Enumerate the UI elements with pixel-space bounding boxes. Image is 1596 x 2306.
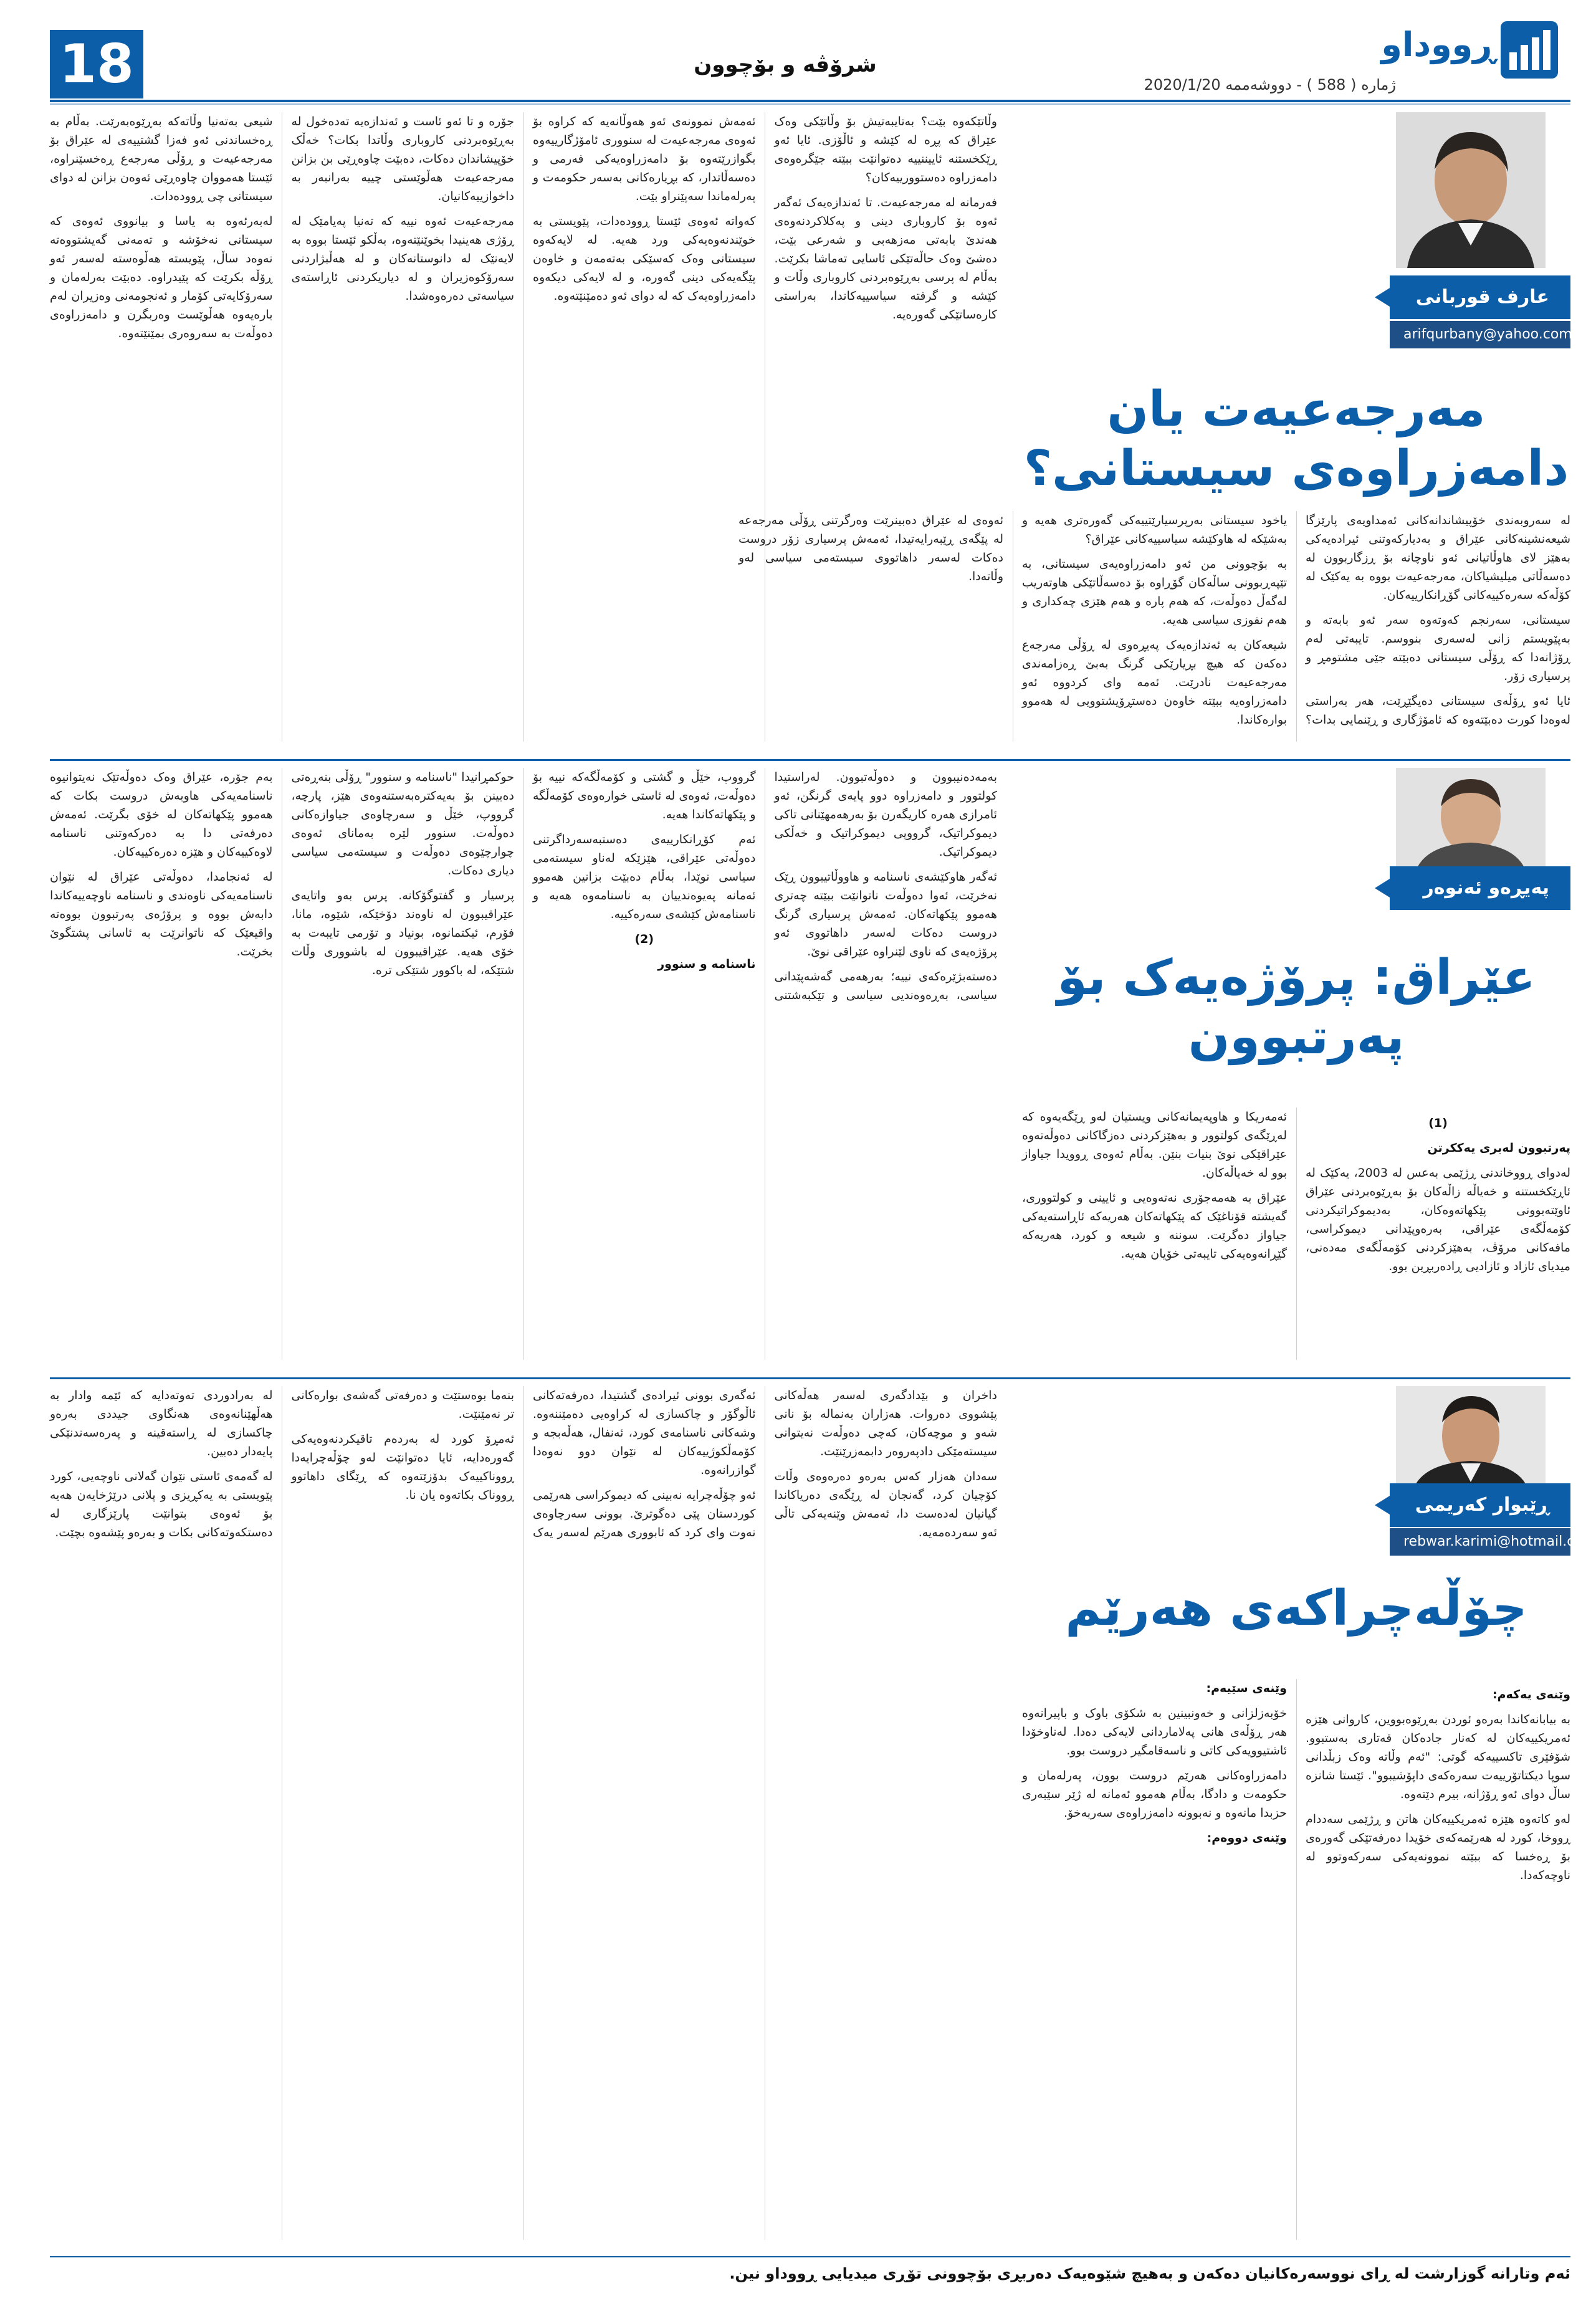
header-rule-thin (50, 103, 1570, 105)
paragraph: وڵاتێکەوە بێت؟ بەتایبەتیش بۆ وڵاتێکی وەک عێراق کە پڕە لە کێشە و ئاڵۆزی. ئایا ئەو ڕێکخستنە ئاییننییە دەتوانێت ببێتە جێگرەوەی دامەزراوە دەستوورییەکان؟ (774, 115, 997, 185)
paragraph: ئەگەری بوونی ئیرادەی گشتیدا، دەرفەتەکانی ئاڵوگۆر و چاکسازی لە کراوەیی دەمێننەوە. وشەکانی ناسنامەی کورد، ئەنفال، هەڵەبجە و کۆمەڵکوژییەکان لە نێوان دوو نەوەدا گوازرانەوە. (533, 1389, 756, 1478)
paragraph: عێراق بە هەمەجۆری نەتەوەیی و ئایینی و کولتووری، گەیشتە قۆناغێک کە پێکهاتەکان هەریەکە ئاڕاستەیەکی جیاواز دەگرێت. سوننە و شیعە و کورد، هەریەکە گێڕانەوەیەکی تایبەتی خۆیان هەیە. (1022, 1191, 1287, 1261)
article-body-main (50, 112, 997, 742)
logo-wordmark: ڕووداو (1381, 25, 1496, 64)
paragraph: لە گەمەی ئاستی نێوان گەلانی ناوچەیی، کورد پێویستی بە یەکڕیزی و پلانی درێژخایەن هەیە بۆ ئەوەی بتوانێت پارێزگاری لە دەستکەوتەکانی بکات و بەرەو پێشەوە بچێت. (50, 1470, 273, 1540)
author-portrait-icon (1396, 1386, 1546, 1492)
article-body-lower (1022, 1108, 1570, 1360)
page-header (0, 0, 1570, 106)
paragraph: سیستانی، سەرنجم کەوتەوە سەر ئەو بابەتە و بەپێویستم زانی لەسەری بنووسم. تایبەتی لەم ڕۆژانەدا کە ڕۆڵی سیستانی دەبێتە جێی مشتومڕ و پرسیاری زۆر. (1306, 613, 1570, 684)
footer-rule (50, 2256, 1570, 2257)
subheading: وێنەی یەکەم: (1492, 1688, 1570, 1701)
author-name-bar (1390, 866, 1570, 910)
name-bar-arrow (1375, 1496, 1390, 1514)
author-name: عارف قوربانی (1415, 286, 1549, 308)
subheading: (1) (1428, 1116, 1448, 1130)
paragraph: ئایا ئەو ڕۆڵەی سیستانی دەیگێڕێت، هەر بەراستی لەوەدا کورت دەبێتەوە کە ئامۆژگاری و ڕێنمایی بدات؟ یاخود سیستانی بەرپرسیارێتییەکی گەورەتری هەیە و بەشێکە لە هاوکێشە سیاسییەکانی عێراق؟ (1022, 514, 1570, 727)
paragraph: بەم جۆرە، عێراق وەک دەوڵەتێک نەیتوانیوە ناسنامەیەکی هاوبەش دروست بکات کە هەموو پێکهاتەکان لە خۆی بگرێت. ئەمەش دەرفەتی دا بە دەرکەوتنی ناسنامە لاوەکییەکان و هێزە دەرەکییەکان. (50, 770, 273, 859)
article-divider (50, 759, 1570, 761)
logo (1381, 21, 1558, 79)
author-photo (1396, 112, 1546, 268)
subheading: (2) (634, 932, 654, 947)
author-name: پەیڕەو ئەنوەر (1423, 877, 1549, 899)
article-divider (50, 1377, 1570, 1379)
paragraph: لە بەرادوردی تەوتەدایە کە ئێمە وادار بە هەڵهێنانەوەی هەنگاوی جیددی بەرەو چاکسازی لە ڕاستەقینە و پەرەسەندنێکی پایەدار دەبین. (50, 1389, 273, 1459)
author-photo (1396, 1386, 1546, 1492)
paragraph: شیعی بەتەنیا وڵاتەکە بەڕێوەبەرێت. بەڵام بە ڕەخساندنی ئەو فەزا گشتییەی لە عێراق بۆ مەرجەعیەت و ڕۆڵی مەرجەع ڕەخسێنراوە، ئێستا هەمووان چاوەڕێی ئەوەن بزانن لە دوای سیستانی چی ڕوودەدات. (50, 115, 273, 204)
subheading: وێنەی سێیەم: (1206, 1682, 1287, 1695)
paragraph: لەدوای ڕووخاندنی ڕژێمی بەعس لە 2003، یەکێک لە ئاڕێکخستنە و خەیاڵە زاڵەکان بۆ بەڕێوەبردنی عێراق ئاوێتەبوونی پێکهاتەوەکان، بەدیموکراتیکردنی کۆمەڵگەی عێراقی، بەرەوپێدانی دیموکراسی، مافەکانی مرۆڤ، بەهێزکردنی کۆمەڵگەی مەدەنی، میدیای ئازاد و ئازادیی ڕادەربڕین بوو. (1306, 1166, 1571, 1274)
article-headline: عێراق: پرۆژەیەک بۆ پەرتبوون (1057, 950, 1536, 1066)
author-email[interactable]: rebwar.karimi@hotmail.com (1390, 1528, 1570, 1556)
paragraph: داخران و بێدادگەری لەسەر هەڵەکانی پێشووی دەروات. هەزاران بەنمالە بۆ نانی شەو و موچەکان، کەچی دەوڵەت نەیتوانی سیستەمێکی دادپەروەر دابمەزرێنێت. (774, 1389, 997, 1459)
paragraph: بە بیابانەکاندا بەرەو ئوردن بەڕێوەبووین، کاروانی هێزە ئەمریکییەکان لە کەنار جادەکان قەتاری بەستبوو. شۆفێری تاکسییەکە گوتی: "ئەم وڵاتە وەک زبڵدانی سوپا دیکتاتۆرییەت سەرەکەی داپۆشیبوو". ئێستا شانزە ساڵ دوای ئەو ڕۆژانە، بیرم دێتەوە. (1306, 1713, 1570, 1802)
article-body-main (50, 768, 997, 1360)
article-body-lower (738, 511, 1570, 742)
paragraph: مەرجەعیەت ئەوە نییە کە تەنیا پەیامێک لە ڕۆژی هەینیدا بخوێنێتەوە، بەڵکو ئێستا بووە بە لایەنێک لە دانوستانەکان و لە هەڵبژاردنی سەرۆکوەزیران و لە دیاریکردنی ئاڕاستەی سیاسەتی دەرەوەشدا. (291, 214, 514, 304)
author-portrait-icon (1396, 112, 1546, 268)
paragraph: ئەو چۆڵەچرایە نەبینی کە دیموکراسی هەرێمی کوردستان پێی دەگوترێ. بوونی سەرچاوەی نەوت وای کرد کە ئابووری هەرێم لەسەر یەک بنەما بوەستێت و دەرفەتی گەشەی بوارەکانی تر نەمێنێت. (291, 1389, 756, 1540)
subheading: وێنەی دووەم: (1207, 1831, 1287, 1845)
paragraph: جۆرە و تا ئەو ئاست و ئەندازەیە تەدەخول لە بەڕێوەبردنی کاروباری وڵاتدا بکات؟ خەڵک خۆپیشاندان دەکات، دەبێت چاوەڕێی بن بزانن مەرجەعیەت هەڵوێستی چییە بەرانبەر بە داخوازییەکانیان. (291, 115, 514, 204)
name-bar-arrow (1375, 288, 1390, 307)
author-photo (1396, 768, 1546, 874)
paragraph: کەواتە ئەوەی ئێستا ڕوودەدات، پێویستی بە خوێندنەوەیەکی ورد هەیە. لە لایەکەوە سیستانی وەک کەسێکی بەتەمەن و خاوەن پێگەیەکی دینی گەورە، و لە لایەکی دیکەوە دامەزراوەیەک کە لە دوای ئەو دەمێنێتەوە. (533, 214, 756, 304)
paragraph: دامەزراوەکانی هەرێم دروست بوون، پەرلەمان و حکومەت و دادگا، بەڵام هەموو ئەمانە لە ژێر سێبەری حزبدا مانەوە و نەبوونە دامەزراوەی سەربەخۆ. (1022, 1769, 1287, 1820)
author-name-bar (1390, 1483, 1570, 1527)
paragraph: سەدان هەزار کەس بەرەو دەرەوەی وڵات کۆچیان کرد، گەنجان لە ڕێگەی دەریاکاندا گیانیان لەدەست دا، ئەمەش وێنەیەکی تاڵی ئەو سەردەمەیە. (774, 1470, 997, 1540)
paragraph: فەرمانە لە مەرجەعیەت. تا ئەندازەیەک ئەگەر ئەوە بۆ کاروباری دینی و پەکلاکردنەوەی هەندێ بابەتی مەزهەبی و شەرعی بێت، دەشێ وەک حاڵەتێکی ئاسایی تەماشا بکرێت. بەڵام لە پرسی بەڕێوەبردنی کاروباری وڵات و کێشە و گرفتە سیاسییەکاندا، بەراستی کارەساتێکی گەورەیە. (774, 196, 997, 322)
paragraph: لە ئەنجامدا، دەوڵەتی عێراق لە نێوان ناسنامەیەکی ناوەندی و ناسنامە ناوچەییەکاندا دابەش بووە و پرۆژەی پەرتبوون بووەتە واقیعێک کە ناتوانرێت بە ئاسانی پشتگوێ بخرێت. (50, 870, 273, 959)
paragraph: ئەمەریکا و هاوپەیمانەکانی ویستیان لەو ڕێگەیەوە کە لەڕێگەی کولتوور و بەهێزکردنی دەزگاکانی دەوڵەتەوە عێراقێکی نوێ بنیات بنێن. بەڵام ئەوەی ڕوویدا جیاواز بوو لە خەیاڵەکان. (1022, 1110, 1287, 1180)
paragraph: بە بۆچوونی من ئەو دامەزراوەیەی سیستانی، بە تێپەڕبوونی ساڵەکان گۆڕاوە بۆ دەسەڵاتێکی هاوتەریب لەگەڵ دەوڵەت، کە هەم پارە و هەم هێزی چەکداری و هەم نفوزی سیاسی هەیە. (1022, 557, 1287, 628)
article-1 (50, 112, 1570, 748)
paragraph: ئەمڕۆ کورد لە بەردەم تاقیکردنەوەیەکی گەورەدایە، ئایا دەتوانێت لەو چۆڵەچرایەدا ڕووناکییەک بدۆزێتەوە کە ڕێگای داهاتوو ڕووناک بکاتەوە یان نا. (291, 1432, 514, 1503)
article-body-lower (1022, 1679, 1570, 2240)
paragraph: ئەوەی لە عێراق دەبینرێت وەرگرتنی ڕۆڵی مەرجەعە لە پێگەی ڕێبەرایەتیدا، ئەمەش پرسیاری زۆر دروست دەکات لەسەر داهاتووی سیستەمی سیاسی لەو وڵاتەدا. (738, 514, 1003, 584)
article-headline: مەرجەعیەت یان دامەزراوەی سیستانی؟ (1023, 381, 1569, 497)
article-headline: چۆڵەچراکەی هەرێم (1065, 1581, 1527, 1637)
paragraph: خۆبەزلزانی و خەونبینین بە شکۆی باوک و باپیرانەوە هەر ڕۆڵەی هانی پەلاماردانی لایەکی دەدا. لەناوخۆدا ئاشتیوویەکی کاتی و ناسەقامگیر دروست بوو. (1022, 1706, 1287, 1758)
paragraph: لە سەروبەندی خۆپیشاندانەکانی ئەمداویەی پارێزگا شیعەنشینەکانی عێراق و بەدیارکەوتنی ئیرادەیەکی بەهێز لای هاوڵاتیانی ئەو ناوچانە بۆ ڕزگاربوون لە دەسەڵاتی میلیشیاکان، مەرجەعیەت بووە بە یەکێک لە کۆڵەکە سەرەکییەکانی گۆڕانکارییەکان. (1306, 514, 1570, 603)
footer-disclaimer: ئەم وتارانە گوزارشت لە ڕای نووسەرەکانیان دەکەن و بەهیچ شێوەیەک دەربڕی بۆچوونی تۆڕی میدیایی ڕووداو نین. (729, 2265, 1570, 2282)
paragraph: لەبەرئەوە بە یاسا و بیانووی ئەوەی کە سیستانی نەخۆشە و تەمەنی گەیشتووەتە نەوەد ساڵ، پێویستە هەڵوەستە لەسەر ئەو ڕۆڵە بکرێت کە پێیدراوە. دەبێت بەرلەمان و سەرۆکایەتی کۆمار و ئەنجومەنی وەزیران لەم بارەیەوە هەڵوێست وەربگرن و دامەزراوەی دەوڵەت بە سەروەری بمێنێتەوە. (50, 214, 273, 341)
logo-mark-icon (1501, 21, 1558, 79)
paragraph: ئەم کۆڕانکارییەی دەستبەسەرداگرتنی دەوڵەتی عێراقی، هێزێکە لەناو سیستەمی سیاسی نوێدا، بەڵام دەبێت بزانین هەموو ئەمانە پەیوەندییان بە ناسنامەوە هەیە و ناسنامەش کێشەی سەرەکییە. (533, 833, 756, 922)
paragraph: ئەمەش نموونەی ئەو هەوڵانەیە کە کراوە بۆ ئەوەی مەرجەعیەت لە سنووری ئامۆژگارییەوە بگوازرێتەوە بۆ دامەزراوەیەکی فەرمی و دەسەڵاتدار، کە بڕیارەکانی بەسەر حکومەت و پەرلەماندا سەپێنراو بێت. (533, 115, 756, 204)
section-title: شرۆڤە و بۆچوون (694, 52, 877, 77)
article-3 (50, 1386, 1596, 2246)
issue-info: ژمارە ( 588 ) - دووشەممە 2020/1/20 (1144, 76, 1396, 93)
paragraph: شیعەکان بە ئەندازەیەک پەیڕەوی لە ڕۆڵی مەرجەع دەکەن کە هیچ بڕیارێکی گرنگ بەبێ ڕەزامەندی مەرجەعیەت نادرێت. ئەمە وای کردووە ئەو دامەزراوەیە ببێتە خاوەن دەستڕۆیشتوویی لە هەموو بوارەکاندا. (1022, 638, 1287, 727)
author-name: ڕێبوار کەریمی (1415, 1494, 1549, 1516)
paragraph: لەو کاتەوە هێزە ئەمریکییەکان هاتن و ڕژێمی سەددام ڕووخا، کورد لە هەرێمەکەی خۆیدا دەرفەتێکی گەورەی بۆ ڕەخسا کە ببێتە نموونەیەکی سەرکەوتوو لە ناوچەکەدا. (1306, 1812, 1570, 1883)
name-bar-arrow (1375, 879, 1390, 897)
header-rule (50, 100, 1570, 102)
author-email[interactable]: arifqurbany@yahoo.com (1390, 321, 1570, 348)
article-body-main (50, 1386, 997, 2240)
author-portrait-icon (1396, 768, 1546, 874)
paragraph: حوکمڕانیدا "ناسنامە و سنوور" ڕۆڵی بنەڕەتی دەبینن بۆ بەیەکترەبەستنەوەی هێز، پارچە، گرووپ، خێڵ و سەرچاوەی جیاوازەکانی دەوڵەت. سنوور لێرە بەمانای ئەوەی چوارچێوەی دەوڵەت و سیستەمی سیاسی دیاری دەکات. (291, 770, 514, 878)
author-name-bar (1390, 275, 1570, 319)
paragraph: دەستەبژێرەکەی نییە؛ بەرهەمی گەشەپێدانی سیاسی، بەڕەوەندیی سیاسی و تێکبەشتنی گرووپ، خێڵ و گشتی و کۆمەڵگەکە نییە بۆ دەوڵەت، ئەوەی لە ئاستی خوارەوەی کۆمەڵگە و پێکهاتەکاندا هەیە. (533, 770, 997, 1003)
subheading: ناسنامە و سنوور (657, 957, 756, 972)
paragraph: ئەگەر هاوکێشەی ناسنامە و هاووڵاتیبوون ڕێک نەخرێت، ئەوا دەوڵەت ناتوانێت ببێتە چەتری هەموو پێکهاتەکان. ئەمەش پرسیاری گرنگ دروست دەکات لەسەر داهاتووی ئەو پرۆژەیەی کە ناوی لێنراوە عێراقی نوێ. (774, 870, 997, 959)
paragraph: پرسیار و گفتوگۆکانە. پرس بەو واتایەی عێراقیبوون لە ناوەند دۆخێکە، شێوە، مانا، فۆرم، ئیکتمانوە، بونیاد و تۆرمی تایبەت بە خۆی هەیە. عێراقیبوون لە باشووری وڵات شتێکە، لە باکوور شتێکی ترە. (291, 889, 514, 978)
article-2 (50, 768, 1570, 1366)
paragraph: بەمەدەنیبوون و دەوڵەتبوون. لەراستیدا کولتوور و دامەزراوە دوو پایەی گرنگن، ئەو ئامرازی هەرە کاریگەرن بۆ بەرهەمهێنانی تاکی دیموکراتیک، گرووپی دیموکراتیک و خەڵکی دیموکراتیک. (774, 770, 997, 859)
subheading: پەرتبوون لەبری یەککرتن (1427, 1141, 1570, 1155)
page-number: 18 (50, 30, 143, 98)
